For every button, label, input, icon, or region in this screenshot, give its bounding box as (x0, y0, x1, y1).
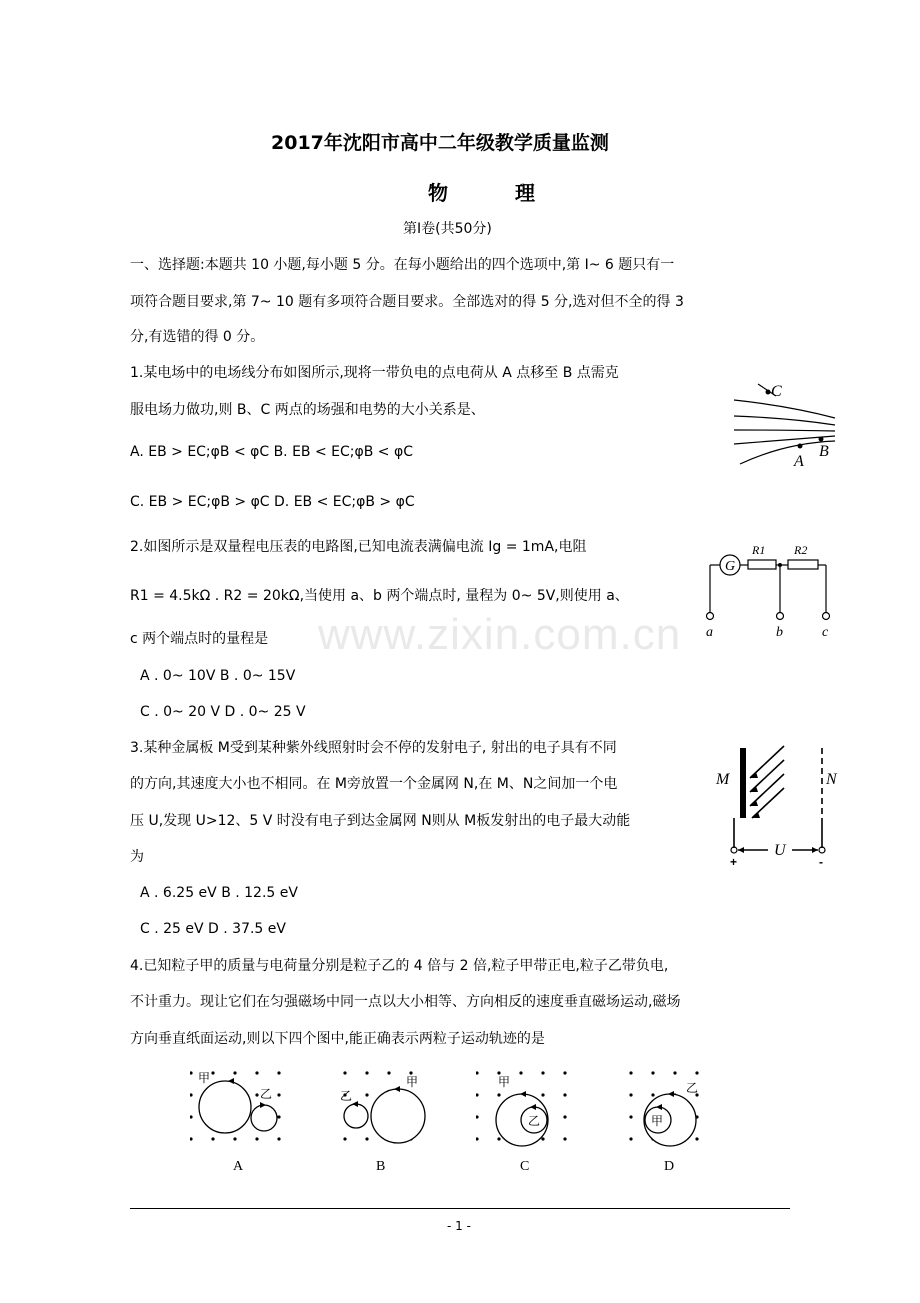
label-c: C (771, 383, 782, 400)
label-minus: - (819, 855, 823, 867)
instructions-line-3: 分,有选错的得 0 分。 (130, 329, 265, 345)
figure-b (330, 1062, 426, 1174)
point-c-dot (766, 390, 771, 395)
figure-d (620, 1062, 716, 1174)
fig-d-yi: 乙 (686, 1081, 699, 1095)
fig-c-yi: 乙 (528, 1114, 541, 1128)
q3-stem-line-1: 3.某种金属板 M受到某种紫外线照射时会不停的发射电子, 射出的电子具有不同 (130, 740, 617, 756)
fig-d-jia: 甲 (651, 1114, 664, 1128)
section-title: 第Ⅰ卷(共50分) (403, 221, 492, 237)
label-r1: R1 (752, 543, 766, 557)
q3-options-ab: A . 6.25 eV B . 12.5 eV (140, 885, 298, 901)
resistor-r1 (748, 560, 776, 569)
metal-plate-m (740, 748, 746, 818)
q4-stem-line-1: 4.已知粒子甲的质量与电荷量分别是粒子乙的 4 倍与 2 倍,粒子甲带正电,粒子乙带负电, (130, 958, 669, 974)
instructions-line-1: 一、选择题:本题共 10 小题,每小题 5 分。在每小题给出的四个选项中,第 Ⅰ~ 6 题只有一 (130, 257, 675, 273)
trajectory-figures (180, 1062, 740, 1177)
fig-b-yi: 乙 (340, 1089, 353, 1103)
label-b: B (819, 443, 829, 460)
q4-stem-line-2: 不计重力。现让它们在匀强磁场中同一点以大小相等、方向相反的速度垂直磁场运动,磁场 (130, 994, 681, 1010)
fig-a-label: A (233, 1159, 244, 1174)
label-u: U (774, 842, 786, 859)
label-terminal-a: a (706, 625, 713, 640)
q2-stem-line-3: c 两个端点时的量程是 (130, 631, 269, 647)
q2-options-ab: A . 0~ 10V B . 0~ 15V (140, 668, 296, 684)
fig-b-label: B (376, 1159, 386, 1174)
page-title: 2017年沈阳市高中二年级教学质量监测 (271, 132, 609, 154)
q3-stem-line-3: 压 U,发现 U>12、5 V 时没有电子到达金属网 N则从 M板发射出的电子最大动能 (130, 813, 631, 829)
label-terminal-c: c (822, 625, 829, 640)
q4-stem-line-3: 方向垂直纸面运动,则以下四个图中,能正确表示两粒子运动轨迹的是 (130, 1031, 545, 1047)
q1-options-ab: A. EB > EC;φB < φC B. EB < EC;φB < φC (130, 444, 413, 460)
figure-c (476, 1062, 572, 1174)
label-n: N (826, 771, 837, 788)
point-a-dot (798, 444, 803, 449)
label-a: A (794, 453, 804, 470)
label-g: G (725, 559, 736, 574)
footer-divider (130, 1208, 790, 1209)
q2-stem-line-1: 2.如图所示是双量程电压表的电路图,已知电流表满偏电流 Ig = 1mA,电阻 (130, 539, 587, 555)
photoelectric-plate-figure (712, 742, 842, 867)
voltmeter-circuit-figure (700, 538, 840, 640)
subject-title: 物 理 (428, 181, 565, 205)
q2-stem-line-2: R1 = 4.5kΩ . R2 = 20kΩ,当使用 a、b 两个端点时, 量程为 0~ 5V,则使用 a、 (130, 588, 629, 604)
figure-a (190, 1062, 286, 1174)
fig-a-yi: 乙 (260, 1087, 273, 1101)
q1-stem-line-2: 服电场力做功,则 B、C 两点的场强和电势的大小关系是、 (130, 402, 485, 418)
fig-a-jia: 甲 (198, 1071, 211, 1085)
fig-c-jia: 甲 (498, 1075, 511, 1089)
q3-options-cd: C . 25 eV D . 37.5 eV (140, 921, 286, 937)
fig-c-label: C (520, 1159, 530, 1174)
point-b-dot (819, 437, 824, 442)
label-terminal-b: b (776, 625, 783, 640)
label-m: M (716, 771, 730, 788)
watermark: www.zixin.com.cn (318, 610, 682, 659)
q2-options-cd: C . 0~ 20 V D . 0~ 25 V (140, 704, 306, 720)
q3-stem-line-4: 为 (130, 849, 144, 865)
q1-options-cd: C. EB > EC;φB > φC D. EB < EC;φB > φC (130, 494, 415, 510)
fig-d-label: D (664, 1159, 675, 1174)
label-plus: + (730, 855, 738, 867)
instructions-line-2: 项符合题目要求,第 7~ 10 题有多项符合题目要求。全部选对的得 5 分,选对但不全的得 3 (130, 294, 684, 310)
page-number: - 1 - (447, 1219, 471, 1233)
q1-stem-line-1: 1.某电场中的电场线分布如图所示,现将一带负电的点电荷从 A 点移至 B 点需克 (130, 365, 619, 381)
resistor-r2 (788, 560, 818, 569)
electric-field-lines-figure (730, 378, 840, 473)
label-r2: R2 (794, 543, 808, 557)
q3-stem-line-2: 的方向,其速度大小也不相同。在 M旁放置一个金属网 N,在 M、N之间加一个电 (130, 776, 618, 792)
fig-b-jia: 甲 (406, 1075, 419, 1089)
